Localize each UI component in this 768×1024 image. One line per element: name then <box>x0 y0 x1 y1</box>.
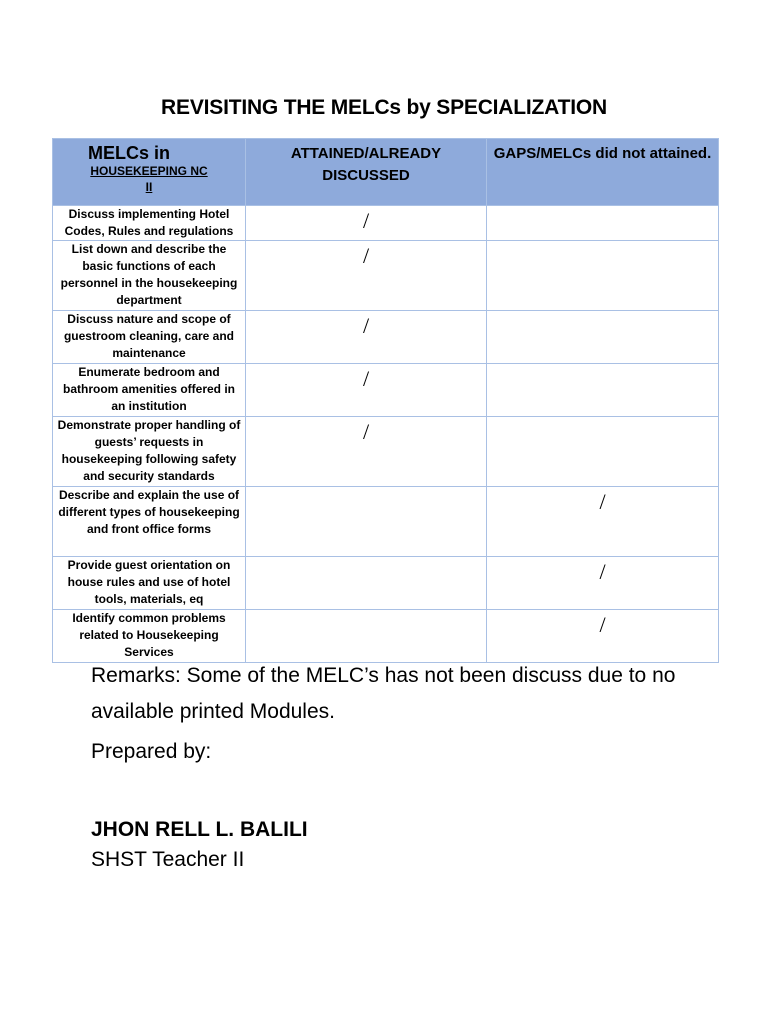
remarks-text: Remarks: Some of the MELC’s has not been discuss due to no available printed Modules. <box>91 664 676 723</box>
gap-mark <box>487 206 718 210</box>
gap-mark: / <box>599 612 606 637</box>
melc-text: Discuss implementing Hotel Codes, Rules and regulations <box>64 207 234 238</box>
attained-mark: / <box>362 419 370 444</box>
preparer-position: SHST Teacher II <box>91 848 245 871</box>
attained-mark: / <box>362 208 370 233</box>
attained-mark: / <box>362 366 370 391</box>
table-row <box>53 417 719 487</box>
table-row <box>53 610 719 663</box>
header-attained <box>246 139 487 206</box>
attained-mark <box>246 557 486 561</box>
melc-table <box>52 138 719 663</box>
table-row <box>53 241 719 311</box>
table-row <box>53 364 719 417</box>
header-melcs <box>53 139 246 206</box>
header-gaps <box>487 139 719 206</box>
header-attained-text: ATTAINED/ALREADY DISCUSSED <box>290 145 442 184</box>
attained-mark: / <box>362 313 370 338</box>
melc-text: Enumerate bedroom and bathroom amenities offered in an institution <box>62 365 236 413</box>
gap-mark <box>487 241 718 245</box>
prepared-by-label: Prepared by: <box>91 740 212 763</box>
preparer-name: JHON RELL L. BALILI <box>91 818 308 841</box>
gap-mark <box>487 364 718 368</box>
gap-mark <box>487 311 718 315</box>
document-title: REVISITING THE MELCs by SPECIALIZATION <box>161 96 607 119</box>
gap-mark: / <box>599 559 606 584</box>
attained-mark <box>246 487 486 491</box>
gap-mark: / <box>599 489 606 514</box>
table-row <box>53 557 719 610</box>
melc-text: Describe and explain the use of different types of housekeeping and front office forms <box>58 488 240 536</box>
attained-mark: / <box>362 243 370 268</box>
header-gaps-text: GAPS/MELCs did not attained. <box>493 145 712 162</box>
table-row <box>53 487 719 557</box>
table-row <box>53 311 719 364</box>
header-melcs-line3: II <box>145 180 153 194</box>
gap-mark <box>487 417 718 421</box>
attained-mark <box>246 610 486 614</box>
header-melcs-line1: MELCs in <box>87 143 170 163</box>
table-row <box>53 206 719 241</box>
melc-text: Discuss nature and scope of guestroom cleaning, care and maintenance <box>63 312 235 360</box>
table-header-row <box>53 139 719 206</box>
melc-text: Identify common problems related to Housekeeping Services <box>72 611 226 659</box>
melc-text: Demonstrate proper handling of guests’ requests in housekeeping following safety and security standards <box>57 418 241 483</box>
melc-text: List down and describe the basic functions of each personnel in the housekeeping department <box>60 242 238 307</box>
header-melcs-line2: HOUSEKEEPING NC <box>90 164 208 178</box>
melc-text: Provide guest orientation on house rules and use of hotel tools, materials, eq <box>67 558 231 606</box>
